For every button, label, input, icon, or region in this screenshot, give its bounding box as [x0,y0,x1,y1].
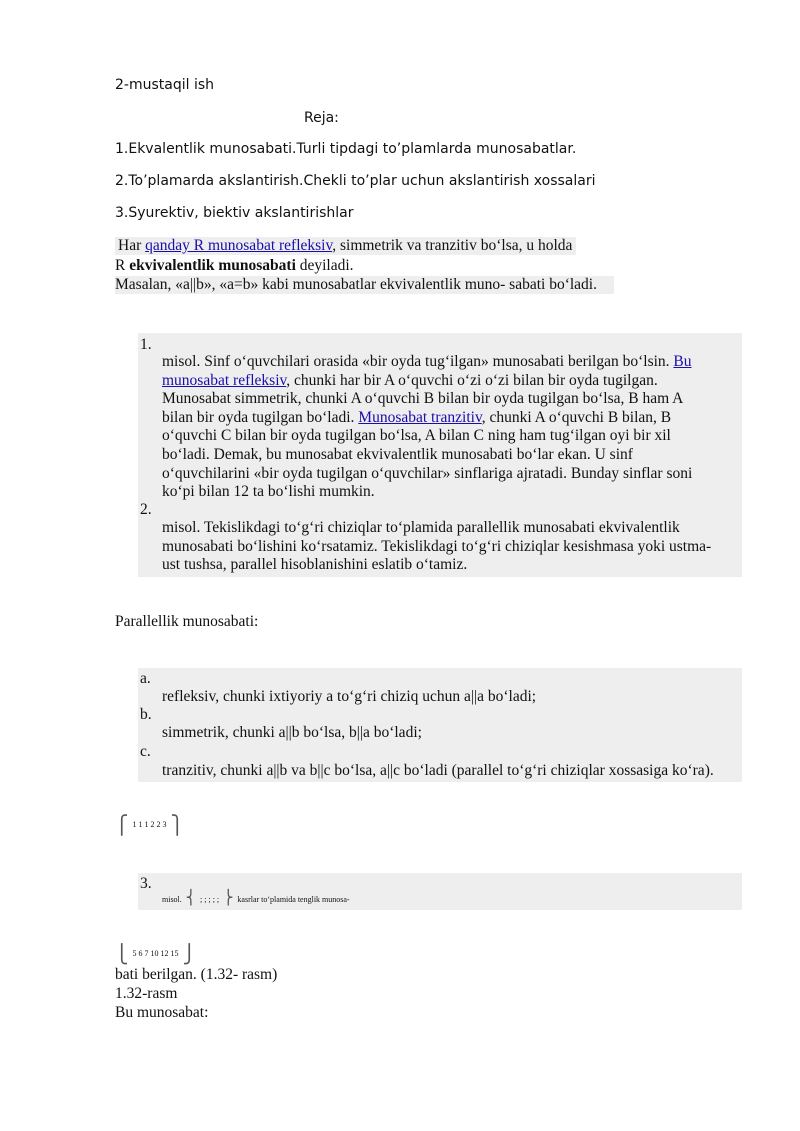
denominators-row [115,944,196,965]
example-2-number: 2. [140,501,152,518]
assignment-heading: 2-mustaqil ish [115,77,215,93]
example-1-line-text: , chunki A o‘quvchi B bilan, B [481,408,672,426]
bu-link[interactable]: Bu [673,353,692,370]
right-brace-icon: ⎫ [170,815,184,835]
plan-item-3: 3.Syurektiv, biektiv akslantirishlar [115,205,354,221]
definition-example: Masalan, «a||b», «a=b» kabi munosabatlar ekvivalentlik muno- sabati bo‘ladi. [115,276,614,294]
examples-box [138,333,742,577]
example-1-line-text: , chunki har bir A o‘quvchi o‘zi o‘zi bilan bir oyda tugilgan. [286,371,658,389]
reflexive-link[interactable]: qanday R munosabat refleksiv [145,237,333,254]
right-brace-icon: ⎬ [223,891,234,906]
numerators-row [115,815,184,836]
definition-prefix: Har [118,237,146,254]
left-brace-icon: ⎧ [115,815,129,835]
numerators: 1 1 1 2 2 3 [132,820,167,829]
example-1-number: 1. [140,336,152,353]
tail-line-3: Bu munosabat: [115,1004,209,1021]
example-1-line-text: misol. Sinf o‘quvchilari orasida «bir oyda tug‘ilgan» munosabati berilgan bo‘lsin. [162,353,674,370]
parallel-properties-box [138,668,742,782]
example-1-text [162,353,736,502]
left-brace-icon: ⎨ [185,891,197,906]
property-c-letter: c. [140,743,151,760]
example-2-line: ust tushsa, parallel hisoblanishini eslatib o‘tamiz. [162,556,468,574]
right-brace-icon: ⎭ [182,944,196,964]
plan-item-1: 1.Ekvalentlik munosabati.Turli tipdagi to’plamlarda munosabatlar. [115,141,577,157]
figure-caption: 1.32-rasm [115,985,178,1002]
example-1-line: o‘quvchilarini «bir oyda tugilgan o‘quvchilar» sinflariga ajratadi. Bunday sinflar soni [162,464,693,482]
property-a-letter: a. [140,670,151,687]
example-3-box [138,873,742,910]
example-1-line: ko‘pi bilan 12 ta bo‘lishi mumkin. [162,483,375,501]
example-1-line [162,372,736,391]
example-1-line: bo‘ladi. Demak, bu munosabat ekvivalentlik munosabati bo‘lar ekan. U sinf [162,445,633,463]
example-2-line: munosabati bo‘lishini ko‘rsatamiz. Tekislikdagi to‘g‘ri chiziqlar kesishmasa yoki ustma- [162,537,712,555]
example-1-line: Munosabat simmetrik, chunki A o‘quvchi B bilan bir oyda tugilgan bo‘lsa, B ham A [162,390,684,408]
denominators: 5 6 7 10 12 15 [132,949,179,958]
munosabat-refleksiv-link[interactable]: munosabat refleksiv [162,371,287,389]
property-b-text: simmetrik, chunki a||b bo‘lsa, b||a bo‘ladi; [162,724,422,741]
property-c-text: tranzitiv, chunki a||b va b||c bo‘lsa, a||c bo‘ladi (parallel to‘g‘ri chiziqlar xossasiga ko‘ra). [162,762,714,779]
example-2-line: misol. Tekislikdagi to‘g‘ri chiziqlar to‘plamida parallellik munosabati ekvivalentlik [162,519,680,536]
property-b-letter: b. [140,706,152,723]
example-3-text [162,889,350,907]
fraction-separators: ; ; ; ; ; [200,895,220,904]
example-2-text [162,519,736,575]
property-a-text: refleksiv, chunki ixtiyoriy a to‘g‘ri chiziq uchun a||a bo‘ladi; [162,688,537,705]
plan-item-2: 2.To’plamarda akslantirish.Chekli to’plar uchun akslantirish xossalari [115,173,596,189]
equivalence-term: ekvivalentlik munosabati [129,257,296,274]
example-1-line [162,353,736,372]
definition-line-2 [115,257,354,275]
definition-line2-end: deyiladi. [295,257,354,274]
example-1-line-text: bilan bir oyda tugilgan bo‘ladi. [162,408,359,426]
plan-title: Reja: [304,110,339,126]
example-3-number: 3. [140,875,152,892]
definition-line2-start: R [115,257,130,274]
example-3-prefix: misol. [162,895,182,904]
tail-line-1: bati berilgan. (1.32- rasm) [115,966,278,983]
example-1-line: o‘quvchi C bilan bir oyda tugilgan bo‘lsa, A bilan C ning ham tug‘ilgan oyi bir xil [162,427,671,445]
definition-line-1 [115,237,576,255]
munosabat-tranzitiv-link[interactable]: Munosabat tranzitiv [358,408,482,426]
parallel-heading: Parallellik munosabati: [115,613,259,630]
left-brace-icon: ⎩ [115,944,129,964]
definition-suffix: , simmetrik va tranzitiv bo‘lsa, u holda [332,237,573,254]
example-1-line [162,409,736,428]
example-3-suffix: kasrlar to‘plamida tenglik munosa- [237,895,350,904]
